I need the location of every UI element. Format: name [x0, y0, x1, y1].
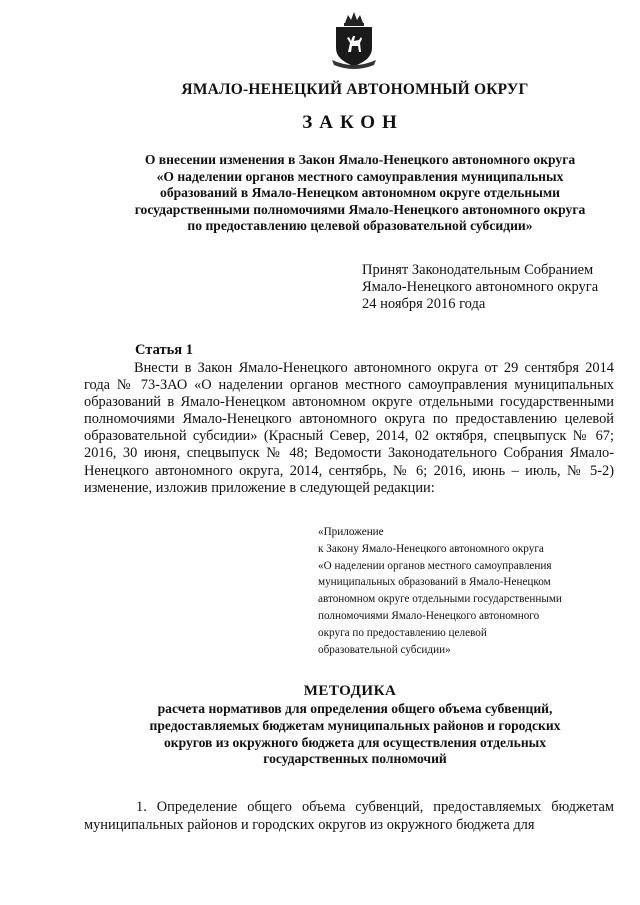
methodology-subtitle-line: предоставляемых бюджетам муниципальных районов и городских [149, 717, 561, 733]
adoption-note [362, 262, 598, 313]
coat-of-arms-icon [326, 10, 382, 70]
appendix-line: образовательной субсидии» [318, 643, 451, 656]
law-subtitle [100, 152, 620, 235]
appendix-line: муниципальных образований в Ямало-Ненецком [318, 576, 551, 589]
methodology-subtitle-line: расчета нормативов для определения общего объема субвенций, [157, 701, 553, 716]
appendix-line: округа по предоставлению целевой [318, 626, 487, 639]
subtitle-line: государственными полномочиями Ямало-Ненецкого автономного округа [134, 201, 586, 217]
subtitle-line: «О наделении органов местного самоуправления муниципальных [156, 168, 564, 184]
subtitle-line: образований в Ямало-Ненецком автономном округе отдельными [160, 185, 560, 201]
appendix-line: автономном округе отдельными государственными [318, 593, 562, 606]
appendix-line: к Закону Ямало-Ненецкого автономного округа [318, 542, 544, 555]
appendix-header [318, 524, 618, 658]
article-heading: Статья 1 [135, 342, 193, 358]
region-title: ЯМАЛО-НЕНЕЦКИЙ АВТОНОМНЫЙ ОКРУГ [181, 81, 529, 98]
appendix-line: «О наделении органов местного самоуправления [318, 559, 552, 572]
appendix-line: полномочиями Ямало-Ненецкого автономного [318, 609, 540, 622]
appendix-line: «Приложение [318, 526, 384, 538]
methodology-paragraph: 1. Определение общего объема субвенций, предоставляемых бюджетам муниципальных районов и городских округов из окружного бюджета для [84, 799, 614, 833]
adoption-line: Ямало-Ненецкого автономного округа [362, 279, 599, 295]
methodology-subtitle [100, 701, 610, 768]
adoption-line: 24 ноября 2016 года [362, 296, 486, 312]
article-paragraph: Внести в Закон Ямало-Ненецкого автономного округа от 29 сентября 2014 года № 73-ЗАО «О наделении органов местного самоуправления муниципальных образований в Ямало-Ненецком автономном округе отдельными государственными полномочиями Ямало-Ненецкого автономного округа по предоставлению целевой образовательной субсидии» (Красный Север, 2014, 02 октября, спецвыпуск № 67; 2016, 30 июня, спецвыпуск № 48; Ведомости Законодательного Собрания Ямало-Ненецкого автономного округа, 2014, сентябрь, № 6; 2016, июнь – июль, № 5-2) изменение, изложив приложение в следующей редакции: [84, 360, 614, 496]
law-title: ЗАКОН [302, 112, 404, 133]
article-body [84, 360, 614, 497]
methodology-subtitle-line: округов из окружного бюджета для осуществления отдельных [163, 734, 547, 750]
methodology-subtitle-line: государственных полномочий [263, 751, 447, 767]
subtitle-line: по предоставлению целевой образовательной субсидии» [187, 218, 533, 234]
subtitle-line: О внесении изменения в Закон Ямало-Ненецкого автономного округа [144, 152, 576, 167]
adoption-line: Принят Законодательным Собранием [362, 262, 594, 278]
methodology-title: МЕТОДИКА [303, 683, 397, 699]
